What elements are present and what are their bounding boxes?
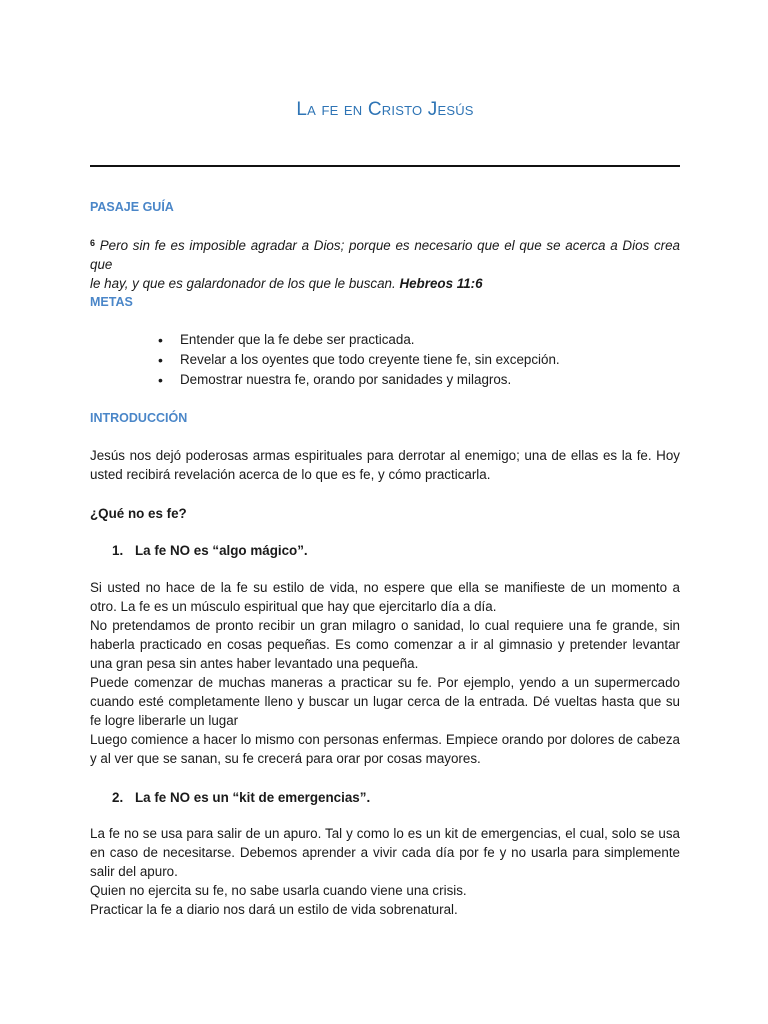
guide-verse: [90, 236, 680, 293]
point-2-number: 2.: [112, 790, 124, 805]
list-item: [158, 330, 560, 350]
goal-text: Revelar a los oyentes que todo creyente tiene fe, sin excepción.: [180, 352, 560, 367]
point-1-heading: [112, 541, 308, 560]
list-item: [158, 370, 560, 390]
bullet-icon: •: [158, 352, 163, 368]
section-heading-pasaje: PASAJE GUÍA: [90, 200, 174, 214]
point-2-heading: [112, 788, 370, 807]
paragraph-line: Jesús nos dejó poderosas armas espirituales para derrotar al enemigo; una de ellas es la fe. Hoy: [90, 448, 680, 463]
verse-number: 6: [90, 238, 96, 248]
paragraph-line: Luego comience a hacer lo mismo con personas enfermas. Empiece orando por dolores de cabeza: [90, 732, 680, 747]
paragraph-line: en caso de necesitarse. Debemos aprender a vivir cada día por fe y no usarla para simplemente: [90, 845, 680, 860]
paragraph-line: cuando esté completamente lleno y buscar un lugar cerca de la entrada. Dé vueltas hasta que su: [90, 694, 680, 709]
paragraph-line: La fe no se usa para salir de un apuro. Tal y como lo es un kit de emergencias, el cual, solo se usa: [90, 826, 680, 841]
point-2-title: La fe NO es un “kit de emergencias”.: [135, 790, 371, 805]
goal-text: Demostrar nuestra fe, orando por sanidades y milagros.: [180, 372, 512, 387]
verse-line-2: le hay, y que es galardonador de los que le buscan.: [90, 276, 400, 291]
list-item: [158, 350, 560, 370]
title-divider: [90, 165, 680, 167]
section-heading-introduccion: INTRODUCCIÓN: [90, 411, 188, 425]
goal-text: Entender que la fe debe ser practicada.: [180, 332, 415, 347]
point-1-body: [90, 578, 680, 768]
paragraph-line: y al ver que se sanan, su fe crecerá para orar por cosas mayores.: [90, 751, 481, 766]
goals-list: [158, 330, 560, 390]
paragraph-line: No pretendamos de pronto recibir un gran milagro o sanidad, lo cual requiere una fe grande, sin: [90, 618, 680, 633]
subheading-que-no-es-fe: ¿Qué no es fe?: [90, 506, 187, 521]
paragraph-line: Practicar la fe a diario nos dará un estilo de vida sobrenatural.: [90, 902, 458, 917]
paragraph-line: otro. La fe es un músculo espiritual que hay que ejercitarlo día a día.: [90, 599, 497, 614]
point-2-body: [90, 824, 680, 919]
verse-reference: Hebreos 11:6: [399, 276, 483, 291]
section-heading-metas: METAS: [90, 295, 133, 309]
paragraph-line: haberla practicado en cosas pequeñas. Es como comenzar a ir al gimnasio y pretender levantar: [90, 637, 680, 652]
point-1-title: La fe NO es “algo mágico”.: [135, 543, 308, 558]
paragraph-line: salir del apuro.: [90, 864, 178, 879]
verse-line-1: Pero sin fe es imposible agradar a Dios; porque es necesario que el que se acerca a Dios crea que: [90, 238, 680, 272]
point-1-number: 1.: [112, 543, 124, 558]
document-title: La fe en Cristo Jesús: [296, 99, 474, 120]
paragraph-line: Puede comenzar de muchas maneras a practicar su fe. Por ejemplo, yendo a un supermercado: [90, 675, 680, 690]
paragraph-line: Quien no ejercita su fe, no sabe usarla cuando viene una crisis.: [90, 883, 467, 898]
bullet-icon: •: [158, 332, 163, 348]
paragraph-line: Si usted no hace de la fe su estilo de vida, no espere que ella se manifieste de un momento a: [90, 580, 680, 595]
paragraph-line: una gran pesa sin antes haber levantado una pequeña.: [90, 656, 419, 671]
paragraph-line: fe logre liberarle un lugar: [90, 713, 239, 728]
paragraph-line: usted recibirá revelación acerca de lo que es fe, y cómo practicarla.: [90, 467, 491, 482]
intro-paragraph: [90, 446, 680, 484]
bullet-icon: •: [158, 372, 163, 388]
